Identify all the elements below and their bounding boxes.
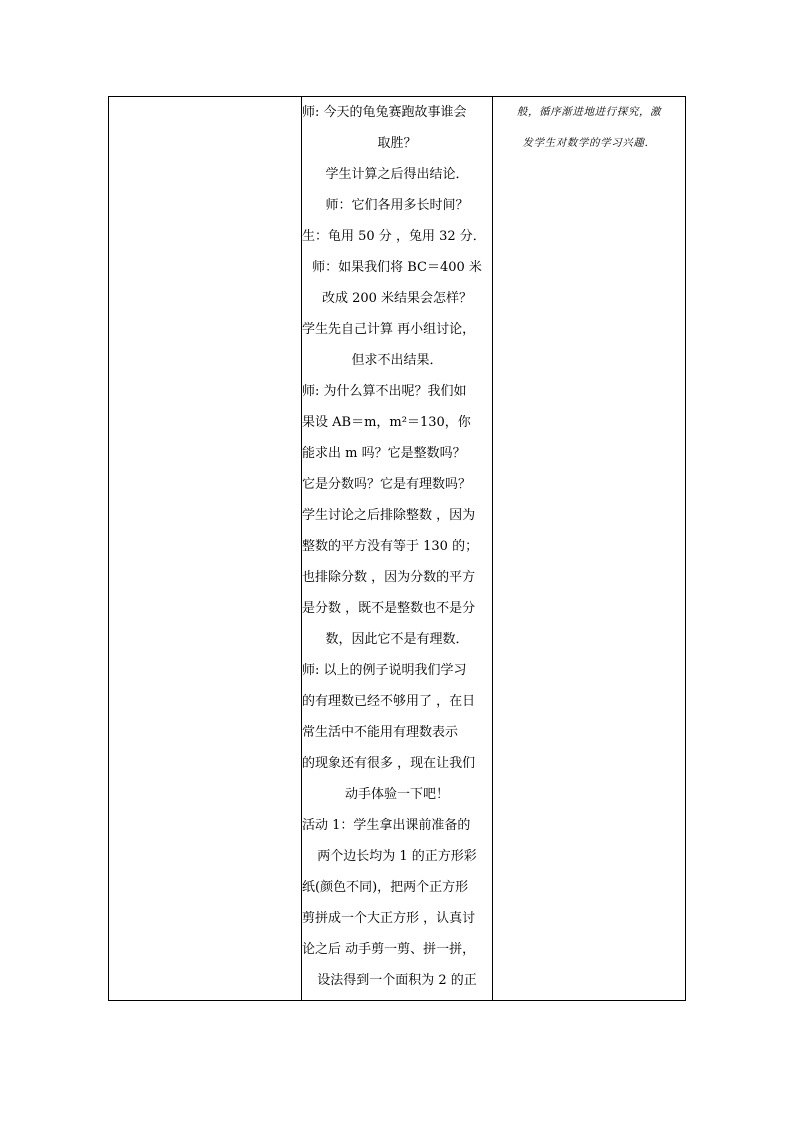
text-line: 但求不出结果．	[351, 353, 443, 368]
text-line: 学生计算之后得出结论．	[325, 167, 469, 182]
text-line: 师: 为什么算不出呢？我们如	[302, 384, 467, 399]
text-line: 改成 200 米结果会怎样？	[321, 291, 473, 306]
text-line: 的有理数已经不够用了 ，在日	[302, 694, 476, 709]
text-line: 数，因此它不是有理数．	[325, 632, 469, 647]
text-line: 两个边长均为 1 的正方形彩	[317, 849, 477, 864]
text-line: 师: 今天的龟兔赛跑故事谁会	[302, 105, 467, 120]
text-line: 学生先自己计算 再小组讨论，	[302, 322, 476, 337]
design-intent-cell	[493, 97, 686, 1001]
text-line: 的现象还有很多 ，现在让我们	[302, 756, 476, 771]
text-line: 果设 AB＝m，m²＝130，你	[302, 415, 471, 430]
teaching-process-cell	[302, 97, 493, 1001]
text-line: 学生讨论之后排除整数 ，因为	[302, 508, 476, 523]
text-line: 动手体验一下吧！	[344, 787, 449, 802]
text-line: 它是分数吗？它是有理数吗？	[302, 477, 472, 492]
design-intent-text	[493, 97, 685, 159]
text-line: 发学生对数学的学习兴趣．	[522, 137, 656, 149]
text-line: 师：如果我们将 BC＝400 米	[312, 260, 482, 275]
text-line: 也排除分数 ，因为分数的平方	[302, 570, 476, 585]
text-line: 般，循序渐进地进行探究，激	[516, 106, 662, 118]
left-column-cell	[109, 97, 302, 1001]
text-line: 剪拼成一个大正方形 ，认真讨	[302, 911, 476, 926]
text-line: 师: 以上的例子说明我们学习	[302, 663, 467, 678]
text-line: 活动 1：学生拿出课前准备的	[302, 818, 471, 833]
text-line: 师：它们各用多长时间？	[325, 198, 469, 213]
text-line: 整数的平方没有等于 130 的；	[302, 539, 479, 554]
table-row	[109, 97, 686, 1001]
text-line: 是分数 ，既不是整数也不是分	[302, 601, 476, 616]
text-line: 纸(颜色不同)，把两个正方形	[302, 880, 469, 895]
text-line: 论之后 动手剪一剪、拼一拼，	[302, 942, 476, 957]
text-line: 生：龟用 50 分 ，兔用 32 分．	[302, 229, 486, 244]
lesson-plan-table	[108, 96, 686, 1001]
teaching-process-text	[302, 97, 492, 996]
text-line: 能求出 m 吗？它是整数吗？	[302, 446, 466, 461]
text-line: 设法得到一个面积为 2 的正	[317, 973, 477, 988]
text-line: 取胜？	[377, 136, 417, 151]
text-line: 常生活中不能用有理数表示	[302, 725, 459, 740]
